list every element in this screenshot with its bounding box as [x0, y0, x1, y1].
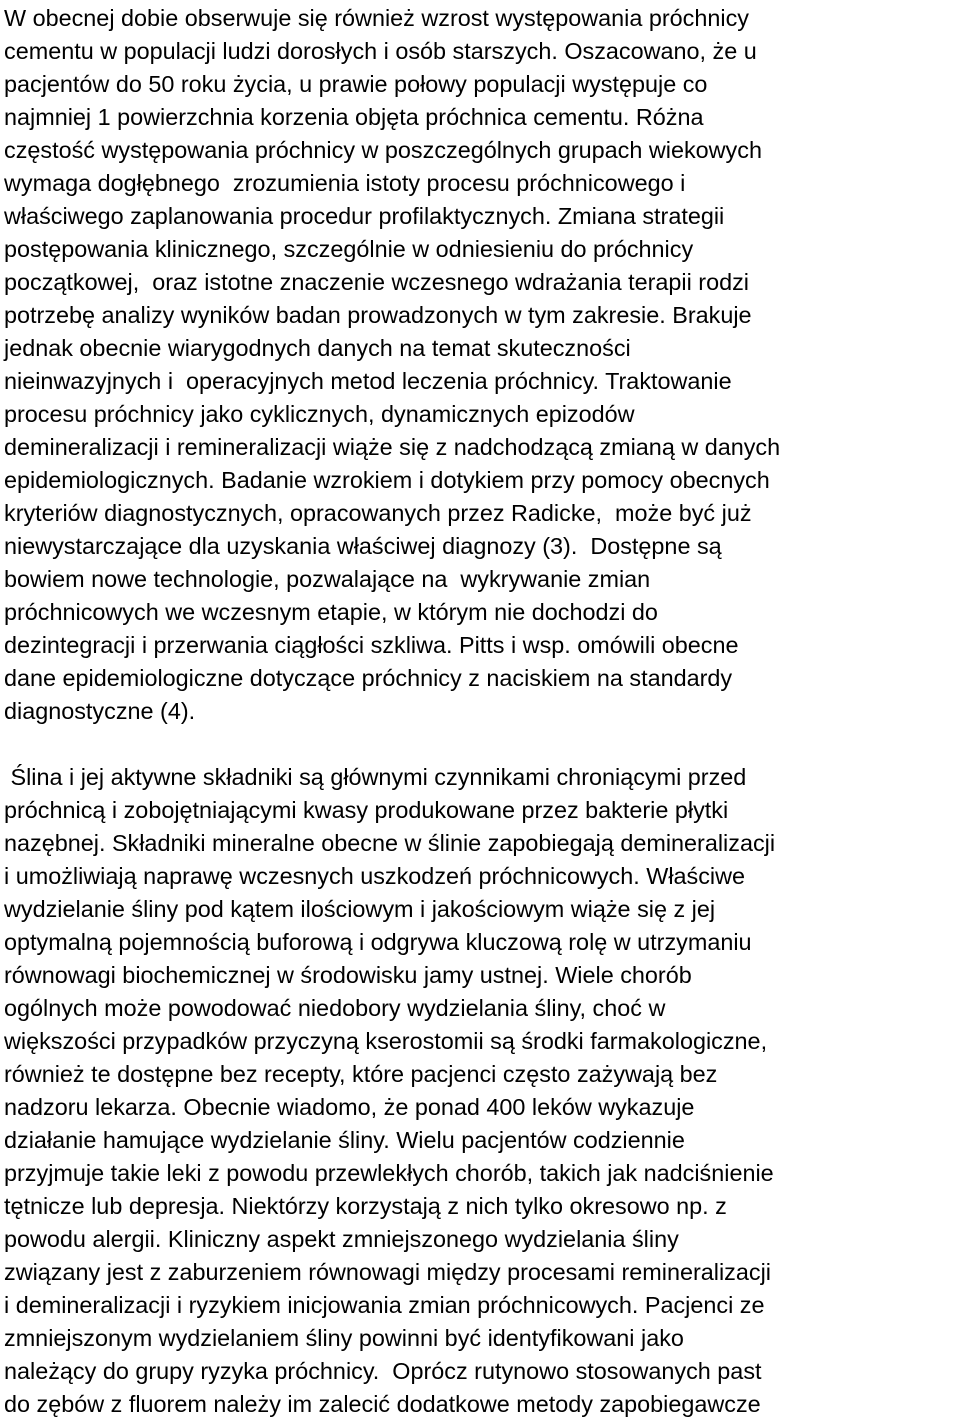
text-line: większości przypadków przyczyną kserostomii są środki farmakologiczne, [4, 1028, 768, 1054]
text-line: niewystarczające dla uzyskania właściwej diagnozy (3). Dostępne są [4, 533, 722, 559]
text-line: przyjmuje takie leki z powodu przewlekłych chorób, takich jak nadciśnienie [4, 1160, 774, 1186]
text-line: postępowania klinicznego, szczególnie w odniesieniu do próchnicy [4, 236, 694, 262]
text-line: należący do grupy ryzyka próchnicy. Oprócz rutynowo stosowanych past [4, 1358, 762, 1384]
paragraph-root-caries [4, 0, 960, 728]
text-line: dane epidemiologiczne dotyczące próchnicy z naciskiem na standardy [4, 665, 733, 691]
text-line: nieinwazyjnych i operacyjnych metod leczenia próchnicy. Traktowanie [4, 368, 732, 394]
text-line: początkowej, oraz istotne znaczenie wczesnego wdrażania terapii rodzi [4, 269, 749, 295]
text-line: optymalną pojemnością buforową i odgrywa kluczową rolę w utrzymaniu [4, 929, 752, 955]
text-line: próchnicowych we wczesnym etapie, w którym nie dochodzi do [4, 599, 658, 625]
text-line: jednak obecnie wiarygodnych danych na temat skuteczności [4, 335, 631, 361]
text-line: pacjentów do 50 roku życia, u prawie połowy populacji występuje co [4, 71, 708, 97]
text-line: demineralizacji i remineralizacji wiąże się z nadchodzącą zmianą w danych [4, 434, 781, 460]
text-line: nadzoru lekarza. Obecnie wiadomo, że ponad 400 leków wykazuje [4, 1094, 695, 1120]
text-line: cementu w populacji ludzi dorosłych i osób starszych. Oszacowano, że u [4, 38, 757, 64]
text-line: potrzebę analizy wyników badan prowadzonych w tym zakresie. Brakuje [4, 302, 752, 328]
text-line: i demineralizacji i ryzykiem inicjowania zmian próchnicowych. Pacjenci ze [4, 1292, 765, 1318]
text-line: wymaga dogłębnego zrozumienia istoty procesu próchnicowego i [4, 170, 686, 196]
text-line: dezintegracji i przerwania ciągłości szkliwa. Pitts i wsp. omówili obecne [4, 632, 739, 658]
text-line: ogólnych może powodować niedobory wydzielania śliny, choć w [4, 995, 666, 1021]
text-line: działanie hamujące wydzielanie śliny. Wielu pacjentów codziennie [4, 1127, 685, 1153]
text-line: zmniejszonym wydzielaniem śliny powinni być identyfikowani jako [4, 1325, 684, 1351]
text-line: do zębów z fluorem należy im zalecić dodatkowe metody zapobiegawcze [4, 1391, 761, 1417]
text-line: nazębnej. Składniki mineralne obecne w ślinie zapobiegają demineralizacji [4, 830, 776, 856]
text-line: częstość występowania próchnicy w poszczególnych grupach wiekowych [4, 137, 762, 163]
text-line: tętnicze lub depresja. Niektórzy korzystają z nich tylko okresowo np. z [4, 1193, 727, 1219]
document-page [4, 0, 960, 1421]
text-line: właściwego zaplanowania procedur profilaktycznych. Zmiana strategii [4, 203, 725, 229]
text-line: równowagi biochemicznej w środowisku jamy ustnej. Wiele chorób [4, 962, 692, 988]
text-line: W obecnej dobie obserwuje się również wzrost występowania próchnicy [4, 5, 749, 31]
text-line: epidemiologicznych. Badanie wzrokiem i dotykiem przy pomocy obecnych [4, 467, 770, 493]
text-line: procesu próchnicy jako cyklicznych, dynamicznych epizodów [4, 401, 635, 427]
text-line: i umożliwiają naprawę wczesnych uszkodzeń próchnicowych. Właściwe [4, 863, 746, 889]
text-line: Ślina i jej aktywne składniki są głównymi czynnikami chroniącymi przed [4, 764, 747, 790]
text-line: bowiem nowe technologie, pozwalające na wykrywanie zmian [4, 566, 651, 592]
text-line: diagnostyczne (4). [4, 698, 196, 724]
text-line: próchnicą i zobojętniającymi kwasy produkowane przez bakterie płytki [4, 797, 729, 823]
text-line: powodu alergii. Kliniczny aspekt zmniejszonego wydzielania śliny [4, 1226, 679, 1252]
text-line: kryteriów diagnostycznych, opracowanych przez Radicke, może być już [4, 500, 752, 526]
text-line: związany jest z zaburzeniem równowagi między procesami remineralizacji [4, 1259, 771, 1285]
text-line: również te dostępne bez recepty, które pacjenci często zażywają bez [4, 1061, 718, 1087]
paragraph-saliva [4, 761, 960, 1421]
text-line: wydzielanie śliny pod kątem ilościowym i jakościowym wiąże się z jej [4, 896, 716, 922]
text-line: najmniej 1 powierzchnia korzenia objęta próchnica cementu. Różna [4, 104, 704, 130]
